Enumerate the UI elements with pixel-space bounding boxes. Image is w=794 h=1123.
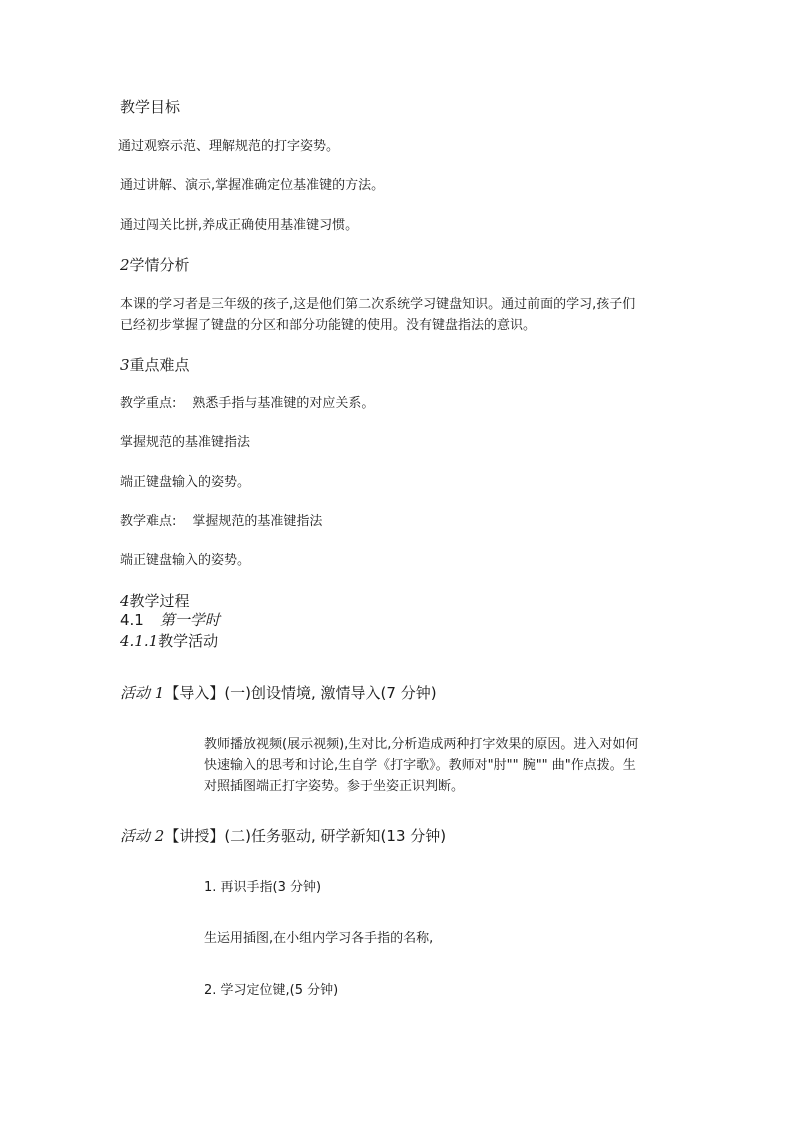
section-title-learner-analysis	[120, 256, 190, 274]
key-point: 掌握规范的基准键指法	[120, 435, 251, 450]
section-title-text: 学情分析	[129, 256, 190, 274]
activity-title-text: 【导入】(一)创设情境, 激情导入(7 分钟)	[164, 684, 437, 702]
key-point: 端正键盘输入的姿势。	[120, 475, 251, 490]
activity-2-step-detail: 生运用插图,在小组内学习各手指的名称,	[204, 931, 434, 946]
activity-2-title	[120, 827, 446, 845]
difficulty-point: 端正键盘输入的姿势。	[120, 553, 251, 568]
activity-1-title	[120, 684, 437, 702]
section-title-text: 教学过程	[129, 592, 190, 610]
section-number: 4	[120, 592, 130, 610]
activity-label: 活动 1	[120, 684, 165, 702]
section-title-text: 重点难点	[129, 356, 190, 374]
activity-1-line: 教师播放视频(展示视频),生对比,分析造成两种打字效果的原因。进入对如何	[204, 737, 639, 752]
analysis-paragraph-line: 本课的学习者是三年级的孩子,这是他们第二次系统学习键盘知识。通过前面的学习,孩子们	[120, 297, 636, 312]
key-point: 熟悉手指与基准键的对应关系。	[192, 396, 375, 411]
section-title-key-difficult-points	[120, 356, 190, 374]
activity-label: 活动 2	[120, 827, 165, 845]
objective-item: 通过观察示范、理解规范的打字姿势。	[118, 139, 340, 154]
activity-1-line: 快速输入的思考和讨论,生自学《打字歌》。教师对"肘"" 腕"" 曲"作点拨。生	[204, 758, 636, 773]
activity-title-text: 【讲授】(二)任务驱动, 研学新知(13 分钟)	[164, 827, 447, 845]
difficulty-point: 掌握规范的基准键指法	[192, 514, 323, 529]
key-points-label: 教学重点:	[120, 396, 177, 411]
subsubsection-title-activities	[120, 632, 218, 650]
activity-2-step: 1. 再识手指(3 分钟)	[204, 880, 322, 895]
section-number: 2	[120, 256, 130, 274]
objective-item: 通过讲解、演示,掌握准确定位基准键的方法。	[120, 178, 385, 193]
section-title-objectives: 教学目标	[120, 98, 181, 116]
subsection-title-first-period	[120, 611, 220, 629]
activity-1-line: 对照插图端正打字姿势。参于坐姿正识判断。	[204, 779, 465, 794]
analysis-paragraph-line: 已经初步掌握了键盘的分区和部分功能键的使用。没有键盘指法的意识。	[120, 318, 537, 333]
objective-item: 通过闯关比拼,养成正确使用基准键习惯。	[120, 218, 359, 233]
difficulties-row	[120, 514, 322, 530]
section-number: 3	[120, 356, 130, 374]
subsection-title-text: 第一学时	[159, 611, 220, 629]
activity-2-step: 2. 学习定位键,(5 分钟)	[204, 983, 339, 998]
subsection-number: 4.1	[120, 611, 144, 629]
key-points-row	[120, 396, 374, 412]
subsubsection-title-text: 教学活动	[158, 632, 219, 650]
difficulties-label: 教学难点:	[120, 514, 177, 529]
section-title-teaching-process	[120, 592, 190, 610]
subsubsection-number: 4.1.1	[120, 632, 159, 650]
